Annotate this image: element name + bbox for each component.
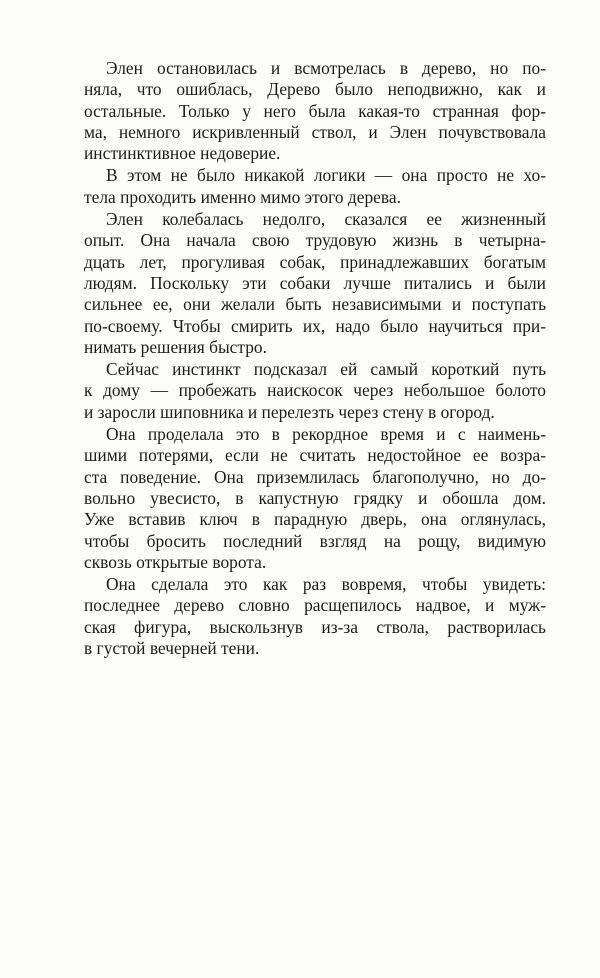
text-line: дцать лет, прогуливая собак, принадлежавших богатым: [84, 251, 546, 272]
text-line: ста поведение. Она приземлилась благополучно, но до-: [84, 466, 546, 487]
text-line: Элен остановилась и всмотрелась в дерево, но по-: [106, 58, 546, 78]
text-line: остальные. Только у него была какая-то странная фор-: [84, 100, 546, 121]
text-line: Уже вставив ключ в парадную дверь, она оглянулась,: [84, 509, 546, 530]
paragraph-4: [84, 359, 546, 423]
text-line: шими потерями, если не считать недостойное ее возра-: [84, 445, 546, 466]
text-line: Она сделала это как раз вовремя, чтобы увидеть:: [106, 574, 546, 595]
text-line: ма, немного искривленный ствол, и Элен почувствовала: [84, 121, 546, 142]
text-line: опыт. Она начала свою трудовую жизнь в четырна-: [84, 230, 546, 251]
text-line: сильнее ее, они желали быть независимыми и поступать: [84, 294, 546, 315]
text-line: к дому — пробежать наискосок через небольшое болото: [84, 380, 546, 401]
text-line: людям. Поскольку эти собаки лучше питались и были: [84, 272, 546, 293]
text-line: В этом не было никакой логики — она просто не хо-: [106, 165, 546, 186]
text-line: Сейчас инстинкт подсказал ей самый короткий путь: [106, 359, 546, 380]
text-line: в густой вечерней тени.: [84, 638, 260, 659]
paragraph-6: [84, 574, 546, 659]
text-line: тела проходить именно мимо этого дерева.: [84, 186, 401, 207]
text-line: няла, что ошиблась, Дерево было неподвижно, как и: [84, 79, 546, 100]
paragraph-3: [84, 209, 546, 358]
text-line: вольно увесисто, в капустную грядку и обошла дом.: [84, 487, 546, 508]
text-line: ская фигура, выскользнув из-за ствола, растворилась: [84, 616, 546, 637]
paragraph-2: [84, 165, 546, 208]
text-line: Элен колебалась недолго, сказался ее жизненный: [106, 209, 546, 230]
text-line: последнее дерево словно расщепилось надвое, и муж-: [84, 595, 546, 616]
paragraph-5: [84, 424, 546, 573]
body-text: [84, 58, 546, 659]
text-line: инстинктивное недоверие.: [84, 143, 281, 164]
text-line: нимать решения быстро.: [84, 336, 267, 357]
text-line: и заросли шиповника и перелезть через стену в огород.: [84, 401, 495, 422]
text-line: по-своему. Чтобы смирить их, надо было научиться при-: [84, 315, 546, 336]
text-line: чтобы бросить последний взгляд на рощу, видимую: [84, 530, 546, 551]
text-line: сквозь открытые ворота.: [84, 551, 267, 572]
paragraph-1: [84, 58, 546, 164]
text-line: Она проделала это в рекордное время и с наимень-: [106, 424, 546, 445]
